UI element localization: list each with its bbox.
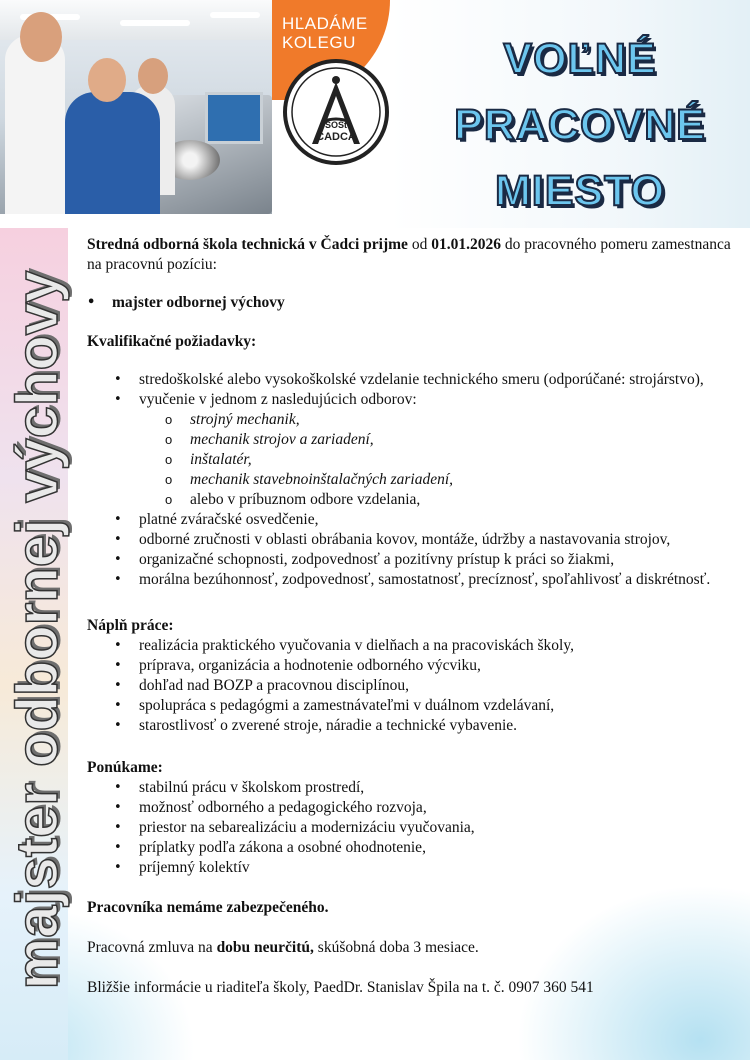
qualifications-list bbox=[87, 370, 742, 590]
list-item: o mechanik stavebnoinštalačných zariadení, bbox=[165, 470, 742, 490]
position-item: • majster odbornej výchovy bbox=[87, 293, 742, 313]
list-item: • starostlivosť o zverené stroje, náradie a technické vybavenie. bbox=[114, 716, 742, 736]
list-item: o alebo v príbuznom odbore vzdelania, bbox=[165, 490, 742, 510]
list-item: • príplatky podľa zákona a osobné ohodnotenie, bbox=[114, 838, 742, 858]
offer-list bbox=[87, 778, 742, 878]
position-list bbox=[87, 293, 742, 313]
duties-heading: Náplň práce: bbox=[87, 617, 174, 634]
list-item: • stabilnú prácu v školskom prostredí, bbox=[114, 778, 742, 798]
no-provision-note: Pracovníka nemáme zabezpečeného. bbox=[87, 899, 329, 916]
list-item: • platné zváračské osvedčenie, bbox=[114, 510, 742, 530]
fields-list bbox=[139, 410, 742, 510]
qualifications-heading: Kvalifikačné požiadavky: bbox=[87, 333, 257, 350]
list-item: • morálna bezúhonnosť, zodpovednosť, samostatnosť, precíznosť, spoľahlivosť a diskrétnosť. bbox=[114, 570, 742, 590]
list-item: o mechanik strojov a zariadení, bbox=[165, 430, 742, 450]
list-item: • príprava, organizácia a hodnotenie odborného výcviku, bbox=[114, 656, 742, 676]
school-logo bbox=[282, 58, 390, 166]
workshop-photo bbox=[0, 0, 272, 214]
list-item: • príjemný kolektív bbox=[114, 858, 742, 878]
list-item: o inštalatér, bbox=[165, 450, 742, 470]
side-banner-text: majster odbornej výchovy bbox=[5, 270, 70, 990]
list-item: • organizačné schopnosti, zodpovednosť a pozitívny prístup k práci so žiakmi, bbox=[114, 550, 742, 570]
duties-list bbox=[87, 636, 742, 736]
list-item: • možnosť odborného a pedagogického rozvoja, bbox=[114, 798, 742, 818]
list-item: o strojný mechanik, bbox=[165, 410, 742, 430]
list-item: • spolupráca s pedagógmi a zamestnávateľmi v duálnom vzdelávaní, bbox=[114, 696, 742, 716]
intro-paragraph: Stredná odborná škola technická v Čadci prijme od 01.01.2026 do pracovného pomeru zamestnanca na pracovnú pozíciu: bbox=[87, 236, 731, 273]
page-title: VOĽNÉ PRACOVNÉ MIESTO bbox=[454, 35, 706, 215]
list-item: • vyučenie v jednom z nasledujúcich odborov: o strojný mechanik, o mechanik strojov a zariadení, o inštalatér, o mechanik stavebnoinštalačných zariadení, o alebo v príbuznom odbore vzdelania, bbox=[114, 390, 742, 510]
header bbox=[0, 0, 750, 228]
contact-line: Bližšie informácie u riaditeľa školy, PaedDr. Stanislav Špila na t. č. 0907 360 541 bbox=[87, 979, 594, 996]
svg-text:SOŠt: SOŠt bbox=[324, 120, 348, 130]
svg-text:ČADCA: ČADCA bbox=[316, 131, 356, 143]
offer-heading: Ponúkame: bbox=[87, 759, 163, 776]
list-item: • dohľad nad BOZP a pracovnou disciplínou, bbox=[114, 676, 742, 696]
job-ad-body bbox=[87, 235, 742, 998]
recruit-badge-text: HĽADÁME KOLEGU bbox=[282, 14, 368, 52]
list-item: • realizácia praktického vyučovania v dielňach a na pracoviskách školy, bbox=[114, 636, 742, 656]
list-item: • stredoškolské alebo vysokoškolské vzdelanie technického smeru (odporúčané: strojárstvo), bbox=[114, 370, 742, 390]
list-item: • priestor na sebarealizáciu a modernizáciu vyučovania, bbox=[114, 818, 742, 838]
contract-line: Pracovná zmluva na dobu neurčitú, skúšobná doba 3 mesiace. bbox=[87, 939, 479, 956]
list-item: • odborné zručnosti v oblasti obrábania kovov, montáže, údržby a nastavovania strojov, bbox=[114, 530, 742, 550]
